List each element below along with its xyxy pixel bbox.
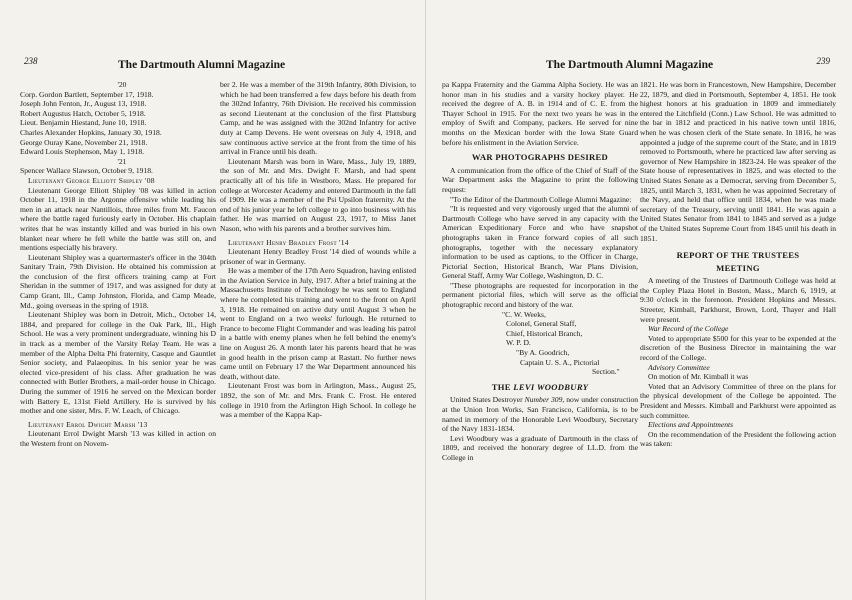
roll-entry: Corp. Gordon Bartlett, September 17, 1918. — [20, 89, 154, 99]
signature-line: "C. W. Weeks, — [502, 309, 546, 319]
left-column-1 — [20, 80, 216, 449]
class-year-1921: '21 — [117, 156, 127, 166]
article-paragraph: Voted to appropriate $500 for this year to be expended at the discretion of the Business Director in maintaining the war record of the College. — [640, 333, 836, 363]
article-paragraph: 1821. He was born in Francestown, New Hampshire, December 22, 1879, and died in Portsmouth, September 4, 1851. He took highest honors at his graduation in 1809 and immediately entered the Litchfield (Conn.) Law School. He was admitted to the bar in 1812 and practiced in his native town until 1816, when he was chosen clerk of the State senate. In 1816, he was appointed a judge of the supreme court of the State, and in 1819 removed to Portsmouth, where he practiced law after serving as governor of New Hampshire in 1823-24. He was speaker of the State house of representatives in 1825, and was elected to the United States Senate as a Democrat, serving from December 5, 1825, until March 3, 1831, when he was appointed Secretary of the Navy, and held that office until 1834, when he was made secretary of the Treasury, serving until 1841. He was again a United States Senator from 1841 to 1845 and served as a judge of the United States Supreme Court from 1845 until his death in 1851. — [640, 80, 836, 243]
roll-entry: Charles Alexander Hopkins, January 30, 1918. — [20, 127, 162, 137]
article-paragraph: Voted that an Advisory Committee of three on the plans for the physical development of the College be appointed. The President and Messrs. Kimball and Parkhurst were appointed as such committee. — [640, 381, 836, 420]
page-number: 239 — [816, 56, 830, 66]
right-column-2 — [640, 80, 836, 449]
obituary-paragraph: Lieutenant Shipley was born in Detroit, Mich., October 14, 1884, and prepared for college in the Oak Park, Ill., High School. He was a very prominent undergraduate, winning his D in track as a member of the Varsity Relay Team. He was a member of the Alpha Delta Phi fraternity, Casque and Gauntlet Senior society, and Palaeopitus. In his senior year he was elected vice-president of his class. After graduation he was connected with Butler Brothers, a mail-order house in Chicago. During the summer of 1916 he served on the Mexican border with Battery E, 131st Field Artillery. He is survived by his mother and one sister, Mrs. F. W. Leach, of Chicago. — [20, 310, 216, 416]
text-run: now under construction at the Union Iron Works, San Francisco, California, is to be named in memory of the Honorable Levi Woodbury, Secretary of the Navy 1831-1834. — [442, 395, 639, 434]
article-paragraph: "These photographs are requested for incorporation in the permanent pictorial files, which will serve as the official photographic record and history of the war. — [442, 280, 638, 310]
obituary-paragraph: Lieutenant Frost was born in Arlington, Mass., August 25, 1892, the son of Mr. and Mrs. Frank C. Frost. He entered college in 1910 from the Arlington High School. In college he was a member of the Kappa Kap- — [220, 381, 416, 420]
section-heading: MEETING — [716, 262, 760, 273]
section-heading-name: LEVI WOODBURY — [513, 381, 589, 392]
class-year-1920: '20 — [117, 80, 127, 89]
subheading: Advisory Committee — [648, 362, 710, 372]
obituary-paragraph: pa Kappa Fraternity and the Gamma Alpha Society. He was an honor man in his studies and a varsity hockey player. He received the degree of A. B. in 1914 and of C. E. from the Thayer School in 1915. For the next two years he was in the employ of Swift and Company, packers. He served for nine months on the Mexican border with the Iowa State Guard before his enlistment in the Aviation Service. — [442, 80, 638, 147]
article-paragraph: A communication from the office of the Chief of Staff of the War Department asks the Magazine to print the following request: — [442, 165, 638, 194]
left-column-2 — [220, 80, 416, 420]
signature-line: Captain U. S. A., Pictorial — [520, 357, 600, 367]
obituary-paragraph: Lieutenant Marsh was born in Ware, Mass., July 19, 1889, the son of Mr. and Mrs. Dwight F. Marsh, and had spent practically all of his life in Westboro, Mass. He prepared for college at Worcester Academy and entered Dartmouth in the fall of 1909. He was a member of the Psi Upsilon fraternity. At the end of his junior year he left college to go into business with his father. He was married on August 23, 1917, to Miss Janet Nason, who with his parents and a brother survives him. — [220, 156, 416, 233]
roll-entry: Joseph John Fenton, Jr., August 13, 1918. — [20, 99, 147, 109]
text-run: United States Destroyer — [450, 395, 523, 405]
obituary-paragraph: Lieutenant Henry Bradley Frost '14 died of wounds while a prisoner of war in Germany. — [220, 247, 416, 266]
obituary-paragraph: Lieutenant Shipley was a quartermaster's officer in the 304th Sanitary Train, 79th Division. He obtained his commission at the conclusion of the first officers training camp at Fort Sheridan in the summer of 1917, and was assigned for duty at Camp Grant, Ill., Camp Johnston, Florida, and Camp Meade, Md., going overseas in the spring of 1918. — [20, 252, 216, 310]
signature-line: Chief, Historical Branch, — [506, 328, 583, 338]
right-page — [426, 0, 852, 600]
signature-line: W. P. D. — [506, 338, 531, 348]
article-paragraph: "It is requested and very vigorously urged that the alumni of Dartmouth College who have served in any capacity with the American Expeditionary Force and who have snapshot photographs taken in France forward copies of all such photographs, together with the necessary explanatory information to be used as captions, to the Officer in Charge, Pictorial Section, Historical Branch, War Plans Division, General Staff, Army War College, Washington, D. C. — [442, 204, 638, 281]
article-paragraph: On motion of Mr. Kimball it was — [648, 372, 749, 382]
signature-line: "By A. Goodrich, — [516, 348, 570, 358]
section-heading: WAR PHOTOGRAPHS DESIRED — [471, 152, 609, 163]
roll-entry: Robert Augustus Hatch, October 5, 1918. — [20, 108, 146, 118]
obituary-paragraph: ber 2. He was a member of the 319th Infantry, 80th Division, to which he had been transferred a few days before his death from the 302nd Infantry, 76th Division. He received his commission as second Lieutenant at the conclusion of the first Plattsburg Camp, and he was assigned with the 302nd Infantry for active duty at Camp Devens. He went overseas on July 4, 1918, and saw continuous active service at the front from the time of his arrival in France until his death. — [220, 80, 416, 157]
article-paragraph: On the recommendation of the President the following action was taken: — [640, 429, 836, 449]
signature-line: Colonel, General Staff, — [506, 319, 577, 329]
article-paragraph — [442, 395, 638, 433]
roll-entry: Lieut. Benjamin Hiestand, June 10, 1918. — [20, 118, 147, 128]
section-heading — [442, 383, 638, 393]
obituary-heading: Lieutenant George Elliott Shipley '08 — [28, 175, 155, 185]
roll-entry: Spencer Wallace Slawson, October 9, 1918. — [20, 166, 153, 176]
roll-entry: Edward Louis Stephenson, May 1, 1918. — [20, 147, 145, 157]
obituary-paragraph: Lieutenant Errol Dwight Marsh '13 was killed in action on the Western front on Novem- — [20, 429, 216, 448]
obituary-paragraph: Lieutenant George Elliott Shipley '08 was killed in action October 11, 1918 in the Argonne offensive while leading his men in an attack near Nantillois, three miles from Mt. Faucon where the battle raged furiously early in October. His chaplain writes that he was instantly killed and was buried in his own blanket near where he fell while the battle was still on, and mentions especially his bravery. — [20, 185, 216, 253]
article-paragraph: Levi Woodbury was a graduate of Dartmouth in the class of 1809, and received the honorary degree of LL.D. from the College in — [442, 433, 638, 462]
page-number: 238 — [24, 56, 38, 66]
subheading: Elections and Appointments — [648, 420, 734, 430]
obituary-paragraph: He was a member of the 17th Aero Squadron, having enlisted in the Aviation Service in July, 1917. After a brief training at the Massachusetts Institute of Technology he was sent to England where he completed his training and went to the front on April 3, 1918. He remained on active duty until August 3 when he went to England on a two weeks' furlough. He returned to France to become Flight Commander and was leading his patrol in a battle with enemy planes when he fell behind the enemy's line on August 26. A month later his parents heard that he was in good health in the prison camp at Rastatt. No further news came until on February 17 the War Department announced his death, without date. — [220, 266, 416, 381]
running-header: The Dartmouth Alumni Magazine — [546, 59, 714, 71]
subheading: War Record of the College — [648, 324, 729, 334]
obituary-heading: Lieutenant Henry Bradley Frost '14 — [228, 237, 349, 247]
obituary-heading: Lieutenant Errol Dwight Marsh '13 — [28, 419, 148, 429]
section-heading: REPORT OF THE TRUSTEES — [676, 250, 800, 261]
section-heading-prefix: THE — [491, 381, 511, 392]
destroyer-number: Number 309, — [524, 395, 565, 405]
running-header: The Dartmouth Alumni Magazine — [118, 59, 286, 71]
article-paragraph: "To the Editor of the Dartmouth College Alumni Magazine: — [450, 194, 632, 204]
right-column-1 — [442, 80, 638, 463]
article-paragraph: A meeting of the Trustees of Dartmouth College was held at the Copley Plaza Hotel in Boston, Mass., March 6, 1919, at 9:30 o'clock in the forenoon. President Hopkins and Messrs. Streeter, Kimball, Parkhurst, Brown, Lord, Thayer and Hall were present. — [640, 276, 836, 324]
roll-entry: George Ouray Kane, November 21, 1918. — [20, 137, 148, 147]
signature-line: Section." — [592, 367, 620, 377]
